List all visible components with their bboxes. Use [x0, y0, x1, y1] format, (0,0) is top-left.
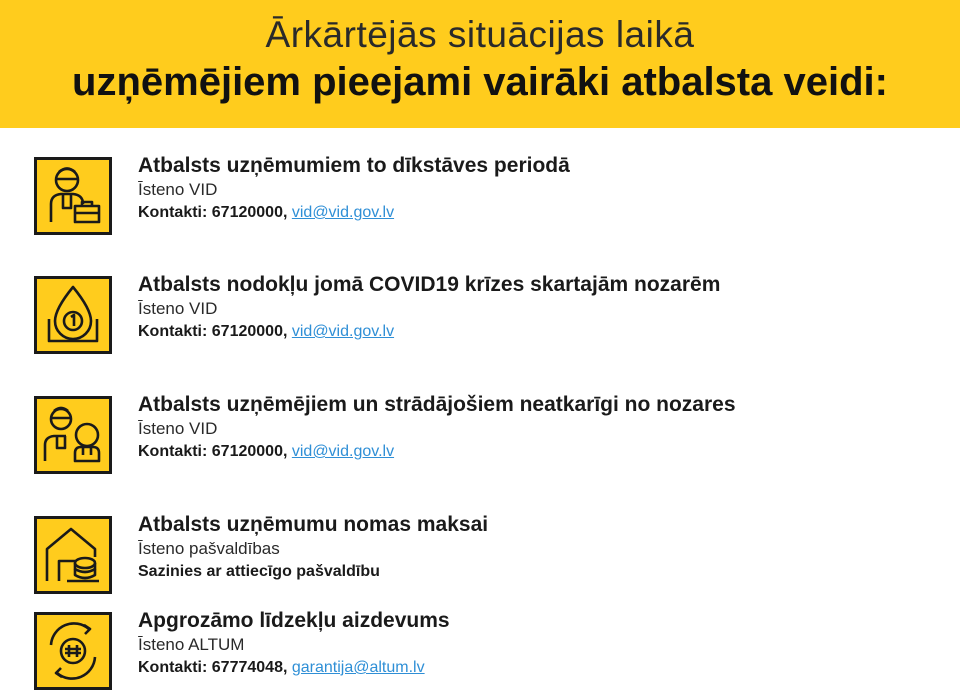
contact-label: Kontakti: 67774048, [138, 659, 292, 676]
house-coins-icon [34, 516, 112, 594]
support-item [34, 513, 934, 602]
email-link[interactable]: vid@vid.gov.lv [291, 204, 395, 221]
item-title: Atbalsts nodokļu jomā COVID19 krīzes skartajām nozarēm [138, 273, 721, 296]
contact-label: Kontakti: 67120000, [138, 443, 292, 460]
item-provider: Īsteno VID [138, 299, 218, 318]
support-item [34, 393, 934, 482]
header-banner [0, 0, 960, 128]
item-contact [138, 440, 918, 464]
support-item [34, 273, 934, 362]
item-title: Atbalsts uzņēmumu nomas maksai [138, 513, 489, 536]
header-title: uzņēmējiem pieejami vairāki atbalsta veidi: [72, 60, 888, 104]
item-provider: Īsteno VID [138, 180, 218, 199]
item-contact [138, 656, 918, 680]
item-contact [138, 320, 918, 344]
circular-coin-icon [34, 612, 112, 690]
item-provider: Īsteno pašvaldības [138, 539, 280, 558]
header-subtitle: Ārkārtējās situācijas laikā [265, 14, 695, 55]
email-link[interactable]: vid@vid.gov.lv [291, 443, 395, 460]
item-title: Atbalsts uzņēmējiem un strādājošiem neatkarīgi no nozares [138, 393, 736, 416]
coin-drop-icon [34, 276, 112, 354]
item-title: Apgrozāmo līdzekļu aizdevums [138, 609, 450, 632]
email-link[interactable]: vid@vid.gov.lv [291, 323, 395, 340]
worker-person-icon [34, 396, 112, 474]
item-provider: Īsteno ALTUM [138, 635, 245, 654]
item-contact: Sazinies ar attiecīgo pašvaldību [138, 563, 380, 580]
contact-label: Kontakti: 67120000, [138, 323, 292, 340]
email-link[interactable]: garantija@altum.lv [291, 659, 425, 676]
worker-briefcase-icon [34, 157, 112, 235]
item-provider: Īsteno VID [138, 419, 218, 438]
support-item [34, 154, 934, 243]
item-contact [138, 201, 918, 225]
contact-label: Kontakti: 67120000, [138, 204, 292, 221]
item-title: Atbalsts uzņēmumiem to dīkstāves periodā [138, 154, 570, 177]
support-item [34, 609, 934, 698]
